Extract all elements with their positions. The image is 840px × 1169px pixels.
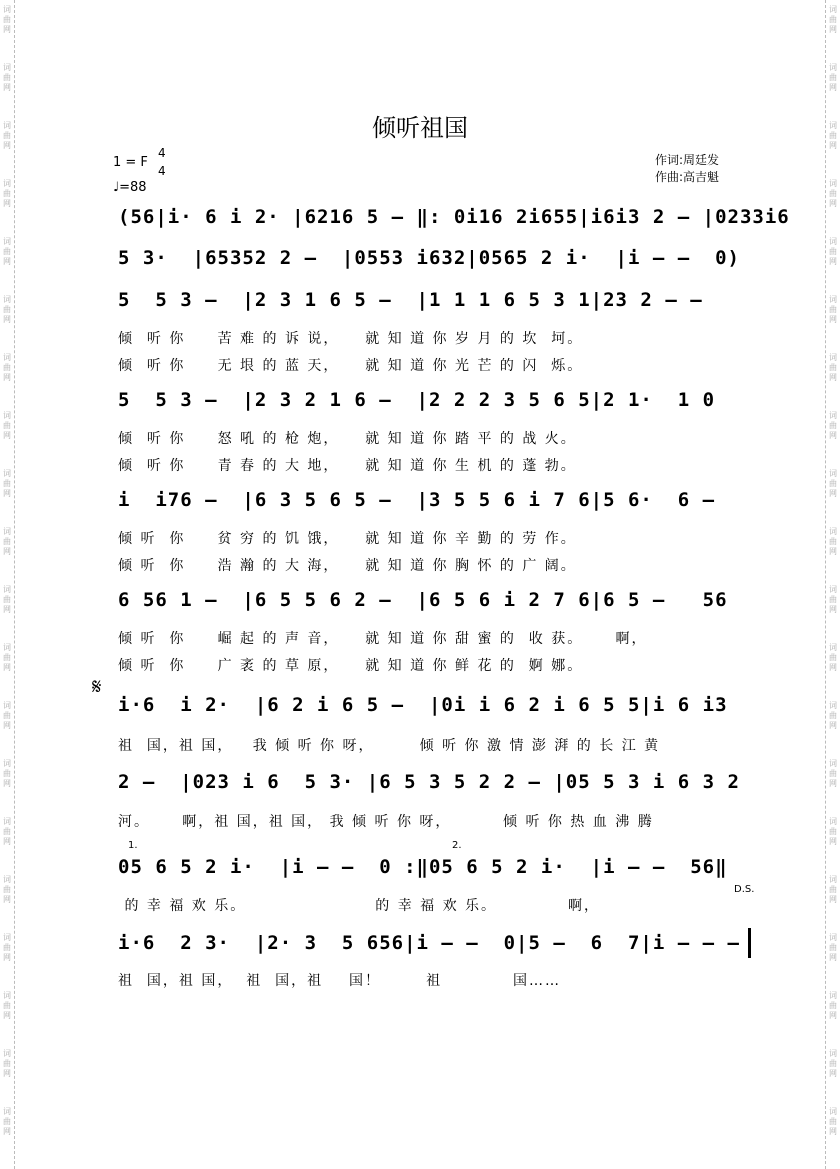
lyric-line: 倾 听 你 广 袤 的 草 原， 就 知 道 你 鲜 花 的 婀 娜。 xyxy=(118,658,584,674)
watermark-text: 词 曲 网 xyxy=(829,353,837,382)
watermark-text: 词 曲 网 xyxy=(3,295,11,324)
watermark-text: 词 曲 网 xyxy=(3,933,11,962)
lyric-line: 的 幸 福 欢 乐。 的 幸 福 欢 乐。 啊， xyxy=(118,898,601,914)
time-signature-top: 4 xyxy=(158,146,166,160)
watermark-text: 词 曲 网 xyxy=(829,121,837,150)
dal-segno: D.S. xyxy=(734,884,755,895)
composer: 作曲:高吉魁 xyxy=(655,170,720,184)
notation-line: 6 56 1 – |6 5 5 6 2 – |6 5 6 i 2 7 6|6 5 – 56 xyxy=(118,589,728,611)
lyric-line: 祖 国，祖 国， 祖 国，祖 国！ 祖 国…… xyxy=(118,973,562,989)
watermark-text: 词 曲 网 xyxy=(3,875,11,904)
lyric-line: 倾 听 你 崛 起 的 声 音， 就 知 道 你 甜 蜜 的 收 获。 啊， xyxy=(118,631,648,647)
right-watermark-strip xyxy=(825,0,840,1169)
watermark-text: 词 曲 网 xyxy=(3,63,11,92)
lyricist: 作词:周廷发 xyxy=(655,153,720,167)
volta-2: 2. xyxy=(452,840,462,851)
lyric-line: 祖 国，祖 国， 我 倾 听 你 呀， 倾 听 你 激 情 澎 湃 的 长 江 黄 xyxy=(118,738,661,754)
notation-line: i i76 – |6 3 5 6 5 – |3 5 5 6 i 7 6|5 6· 6 – xyxy=(118,489,716,511)
watermark-text: 词 曲 网 xyxy=(829,875,837,904)
watermark-text: 词 曲 网 xyxy=(829,469,837,498)
watermark-text: 词 曲 网 xyxy=(3,817,11,846)
watermark-text: 词 曲 网 xyxy=(3,1049,11,1078)
watermark-text: 词 曲 网 xyxy=(3,5,11,34)
watermark-text: 词 曲 网 xyxy=(829,643,837,672)
watermark-text: 词 曲 网 xyxy=(829,759,837,788)
watermark-text: 词 曲 网 xyxy=(3,991,11,1020)
watermark-text: 词 曲 网 xyxy=(829,585,837,614)
lyric-line: 倾 听 你 贫 穷 的 饥 饿， 就 知 道 你 辛 勤 的 劳 作。 xyxy=(118,531,577,547)
key-signature: 1 = F xyxy=(113,155,148,170)
watermark-text: 词 曲 网 xyxy=(3,353,11,382)
watermark-text: 词 曲 网 xyxy=(829,63,837,92)
song-title: 倾听祖国 xyxy=(372,114,468,142)
watermark-text: 词 曲 网 xyxy=(829,295,837,324)
watermark-text: 词 曲 网 xyxy=(3,179,11,208)
notation-line: 5 5 3 – |2 3 1 6 5 – |1 1 1 6 5 3 1|23 2 – – xyxy=(118,289,703,311)
watermark-text: 词 曲 网 xyxy=(829,527,837,556)
lyric-line: 倾 听 你 浩 瀚 的 大 海， 就 知 道 你 胸 怀 的 广 阔。 xyxy=(118,558,577,574)
notation-line: 2 – |023 i 6 5 3· |6 5 3 5 2 2 – |05 5 3 i 6 3 2 xyxy=(118,771,740,793)
time-signature-bottom: 4 xyxy=(158,164,166,178)
lyric-line: 河。 啊，祖 国，祖 国， 我 倾 听 你 呀， 倾 听 你 热 血 沸 腾 xyxy=(118,814,654,830)
notation-line: 5 5 3 – |2 3 2 1 6 – |2 2 2 3 5 6 5|2 1· 1 0 xyxy=(118,389,716,411)
lyric-line: 倾 听 你 无 垠 的 蓝 天， 就 知 道 你 光 芒 的 闪 烁。 xyxy=(118,358,584,374)
lyric-line: 倾 听 你 苦 难 的 诉 说， 就 知 道 你 岁 月 的 坎 坷。 xyxy=(118,331,584,347)
final-barline xyxy=(748,928,751,958)
watermark-text: 词 曲 网 xyxy=(829,701,837,730)
watermark-text: 词 曲 网 xyxy=(3,411,11,440)
tempo-mark: ♩=88 xyxy=(113,180,147,195)
watermark-text: 词 曲 网 xyxy=(829,237,837,266)
watermark-text: 词 曲 网 xyxy=(3,237,11,266)
watermark-text: 词 曲 网 xyxy=(3,527,11,556)
watermark-text: 词 曲 网 xyxy=(3,701,11,730)
notation-line: (56|i· 6 i 2· |6216 5 – ‖: 0i16 2i655|i6i3 2 – |0233i6 xyxy=(118,206,790,228)
notation-line: i·6 2 3· |2· 3 5 656|i – – 0|5 – 6 7|i – – – xyxy=(118,932,740,954)
notation-line: 5 3· |65352 2 – |0553 i632|0565 2 i· |i – – 0) xyxy=(118,247,740,269)
segno-icon: 𝄋 xyxy=(92,675,102,700)
watermark-text: 词 曲 网 xyxy=(829,1107,837,1136)
credits xyxy=(655,152,719,186)
watermark-text: 词 曲 网 xyxy=(3,121,11,150)
watermark-text: 词 曲 网 xyxy=(829,1049,837,1078)
watermark-text: 词 曲 网 xyxy=(3,759,11,788)
watermark-text: 词 曲 网 xyxy=(3,469,11,498)
watermark-text: 词 曲 网 xyxy=(829,411,837,440)
lyric-line: 倾 听 你 怒 吼 的 枪 炮， 就 知 道 你 踏 平 的 战 火。 xyxy=(118,431,577,447)
notation-line: 05 6 5 2 i· |i – – 0 :‖05 6 5 2 i· |i – – 56‖ xyxy=(118,856,728,878)
watermark-text: 词 曲 网 xyxy=(829,179,837,208)
watermark-text: 词 曲 网 xyxy=(829,991,837,1020)
notation-line: i·6 i 2· |6 2 i 6 5 – |0i i 6 2 i 6 5 5|i 6 i3 xyxy=(118,694,728,716)
watermark-text: 词 曲 网 xyxy=(3,643,11,672)
left-watermark-strip xyxy=(0,0,15,1169)
watermark-text: 词 曲 网 xyxy=(829,5,837,34)
volta-1: 1. xyxy=(128,840,138,851)
watermark-text: 词 曲 网 xyxy=(829,933,837,962)
watermark-text: 词 曲 网 xyxy=(3,585,11,614)
watermark-text: 词 曲 网 xyxy=(3,1107,11,1136)
watermark-text: 词 曲 网 xyxy=(829,817,837,846)
lyric-line: 倾 听 你 青 春 的 大 地， 就 知 道 你 生 机 的 蓬 勃。 xyxy=(118,458,577,474)
